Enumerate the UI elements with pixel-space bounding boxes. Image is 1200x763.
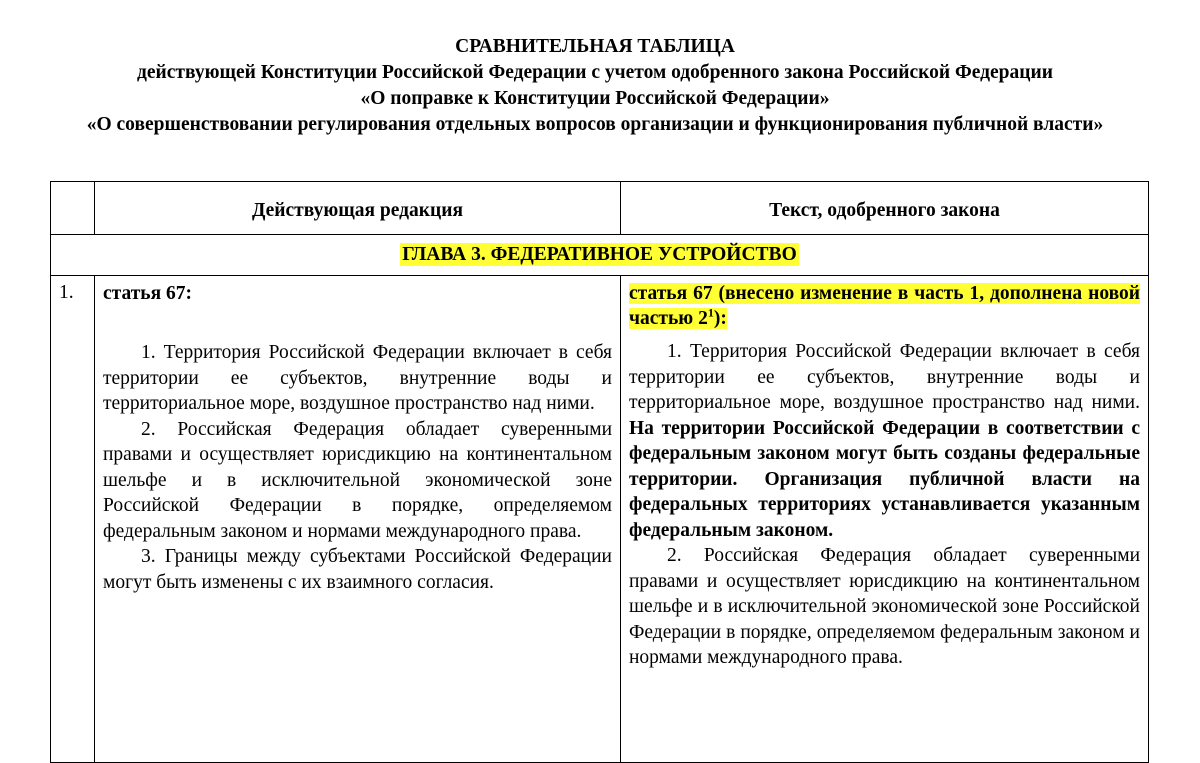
current-text-cell — [95, 276, 621, 763]
current-paragraph-3: 3. Границы между субъектами Российской Федерации могут быть изменены с их взаимного согласия. — [103, 546, 612, 593]
amended-paragraph-1-added-text: На территории Российской Федерации в соответствии с федеральным законом могут быть созданы федеральные территории. Организация публичной власти на федеральных территориях устанавливается указанным федеральным законом. — [629, 417, 1140, 541]
current-version-column-header: Действующая редакция — [95, 182, 621, 235]
amended-paragraph-2: 2. Российская Федерация обладает суверенными правами и осуществляет юрисдикцию на континентальном шельфе и в исключительной экономической зоне Российской Федерации в порядке, определяемом федеральным законом и нормами международного права. — [629, 545, 1140, 668]
amended-article-title-highlight — [629, 283, 1140, 329]
current-article-title: статья 67: — [103, 283, 193, 304]
amended-article-title-superscript: 1 — [707, 305, 714, 320]
chapter-row — [51, 235, 1149, 276]
amended-article-title — [629, 281, 1140, 331]
table-row — [51, 276, 1149, 763]
document-subtitle-line-2: «О поправке к Конституции Российской Федерации» — [360, 88, 830, 109]
new-version-column-header: Текст, одобренного закона — [621, 182, 1149, 235]
table-header-row — [51, 182, 1149, 235]
amended-text-cell — [621, 276, 1149, 763]
amended-article-title-text: статья 67 (внесено изменение в часть 1, дополнена новой частью 2 — [629, 283, 1140, 329]
amended-paragraph-1 — [629, 339, 1140, 543]
comparison-table — [50, 181, 1149, 763]
amended-article-title-end: ): — [713, 308, 727, 329]
document-subtitle-line-1: действующей Конституции Российской Федерации с учетом одобренного закона Российской Федерации — [137, 62, 1053, 83]
document-header — [40, 34, 1150, 138]
chapter-cell — [51, 235, 1149, 276]
row-number: 1. — [51, 276, 95, 763]
chapter-title: ГЛАВА 3. ФЕДЕРАТИВНОЕ УСТРОЙСТВО — [402, 244, 797, 265]
amended-paragraph-1-text: 1. Территория Российской Федерации включает в себя территории ее субъектов, внутренние воды и территориальное море, воздушное пространство над ними. — [629, 341, 1140, 413]
document-subtitle-line-3: «О совершенствовании регулирования отдельных вопросов организации и функционирования публичной власти» — [86, 114, 1104, 135]
current-paragraph-2: 2. Российская Федерация обладает суверенными правами и осуществляет юрисдикцию на континентальном шельфе и в исключительной экономической зоне Российской Федерации в порядке, определяемом федеральным законом и нормами международного права. — [103, 418, 612, 542]
current-paragraph-1: 1. Территория Российской Федерации включает в себя территории ее субъектов, внутренние воды и территориальное море, воздушное пространство над ними. — [103, 342, 612, 414]
document-title: СРАВНИТЕЛЬНАЯ ТАБЛИЦА — [455, 36, 735, 57]
number-column-header — [51, 182, 95, 235]
